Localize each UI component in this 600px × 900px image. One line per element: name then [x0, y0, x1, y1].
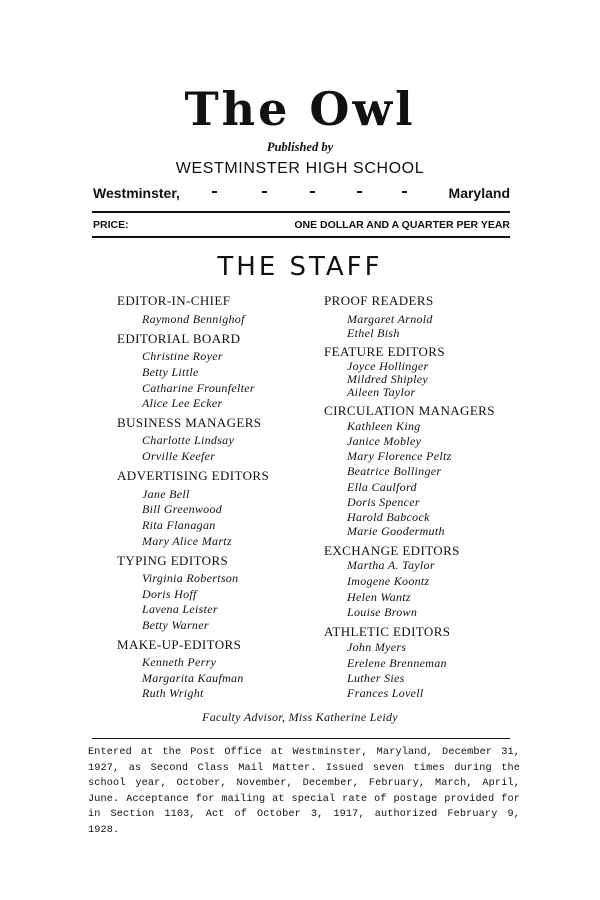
staff-name: Mildred Shipley: [347, 372, 429, 386]
price-top-rule: [92, 211, 510, 213]
staff-name: Christine Royer: [142, 349, 223, 363]
staff-name: Marie Goodermuth: [347, 524, 445, 538]
section-title-typing-editors: TYPING EDITORS: [117, 553, 229, 568]
staff-name: Catharine Frounfelter: [142, 381, 255, 395]
staff-name: Betty Warner: [142, 618, 209, 632]
staff-name: Frances Lovell: [347, 686, 424, 700]
staff-name: Doris Spencer: [347, 495, 420, 509]
section-title-proof-readers: PROOF READERS: [324, 293, 434, 308]
staff-name: Kathleen King: [347, 419, 421, 433]
staff-name: Rita Flanagan: [142, 518, 216, 532]
section-title-make-up-editors: MAKE-UP-EDITORS: [117, 637, 242, 652]
separator-dash: [262, 191, 267, 193]
section-title-advertising-editors: ADVERTISING EDITORS: [117, 468, 270, 483]
price-label: PRICE:: [93, 219, 129, 231]
section-title-circulation-managers: CIRCULATION MANAGERS: [324, 403, 495, 418]
price-value: ONE DOLLAR AND A QUARTER PER YEAR: [294, 219, 510, 231]
faculty-advisor: Faculty Advisor, Miss Katherine Leidy: [202, 710, 398, 724]
staff-name: Jane Bell: [142, 487, 190, 501]
section-title-exchange-editors: EXCHANGE EDITORS: [324, 543, 460, 558]
staff-name: Mary Florence Peltz: [347, 449, 452, 463]
separator-dash: [212, 191, 217, 193]
staff-name: Orville Keefer: [142, 449, 216, 463]
staff-name: Louise Brown: [347, 605, 418, 619]
staff-name: Luther Sies: [347, 671, 405, 685]
staff-name: Beatrice Bollinger: [347, 464, 442, 478]
staff-heading: THE STAFF: [217, 252, 383, 282]
location-state: Maryland: [448, 185, 510, 201]
staff-name: Ethel Bish: [347, 326, 400, 340]
staff-name: Erelene Brenneman: [347, 656, 447, 670]
staff-name: Lavena Leister: [142, 602, 218, 616]
staff-name: Imogene Koontz: [347, 574, 430, 588]
staff-name: Bill Greenwood: [142, 502, 223, 516]
staff-name: Doris Hoff: [142, 587, 197, 601]
staff-name: Ella Caulford: [347, 480, 417, 494]
section-title-business-managers: BUSINESS MANAGERS: [117, 415, 262, 430]
section-title-editor-in-chief: EDITOR-IN-CHIEF: [117, 293, 231, 308]
staff-name: Margaret Arnold: [347, 312, 433, 326]
location-city: Westminster,: [93, 185, 180, 201]
staff-name: Joyce Hollinger: [347, 359, 429, 373]
section-title-athletic-editors: ATHLETIC EDITORS: [324, 624, 451, 639]
staff-name: Kenneth Perry: [142, 655, 217, 669]
published-by-label: Published by: [266, 140, 334, 154]
staff-name: Mary Alice Martz: [142, 534, 232, 548]
staff-name: Janice Mobley: [347, 434, 422, 448]
staff-name: Aileen Taylor: [347, 385, 416, 399]
staff-name: Margarita Kaufman: [142, 671, 244, 685]
section-title-editorial-board: EDITORIAL BOARD: [117, 331, 241, 346]
mailing-notice: Entered at the Post Office at Westminster, Maryland, December 31, 1927, as Second Class Mail Matter. Issued seven times during the school year, October, November, December, February, March, April, June. Acceptance for mailing at special rate of postage provided for in Section 1103, Act of October 3, 1917, authorized February 9, 1928.: [88, 747, 520, 836]
school-name: WESTMINSTER HIGH SCHOOL: [175, 160, 425, 177]
staff-name: Virginia Robertson: [142, 571, 239, 585]
staff-name: Raymond Bennighof: [142, 312, 245, 326]
staff-name: Charlotte Lindsay: [142, 433, 235, 447]
price-bottom-rule: [92, 236, 510, 238]
separator-dash: [357, 191, 362, 193]
section-title-feature-editors: FEATURE EDITORS: [324, 344, 445, 359]
staff-name: Alice Lee Ecker: [142, 396, 223, 410]
staff-name: Ruth Wright: [142, 686, 204, 700]
staff-name: Harold Babcock: [347, 510, 430, 524]
separator-dash: [402, 191, 407, 193]
separator-dash: [310, 191, 315, 193]
masthead-title: The Owl: [184, 82, 416, 136]
footer-rule: [92, 738, 510, 739]
staff-name: John Myers: [347, 640, 407, 654]
staff-name: Betty Little: [142, 365, 199, 379]
staff-name: Helen Wantz: [347, 590, 411, 604]
staff-name: Martha A. Taylor: [347, 558, 435, 572]
